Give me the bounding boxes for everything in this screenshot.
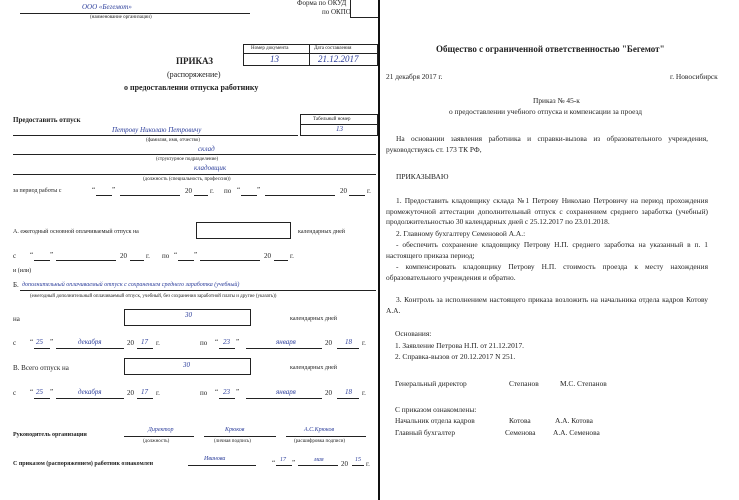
tab-number: 13 — [336, 125, 343, 133]
b-month-to: января — [276, 338, 296, 346]
head-position-caption: (должность) — [143, 439, 170, 444]
dept-caption: (структурное подразделение) — [156, 157, 219, 162]
section-a-days-box — [196, 222, 291, 239]
right-ack-label: С приказом ознакомлены: — [395, 405, 477, 414]
section-b-days: 30 — [185, 311, 192, 319]
dept-underline — [13, 154, 376, 155]
section-v-days: 30 — [183, 361, 190, 369]
right-grounds-label: Основания: — [395, 329, 432, 338]
right-order-subject: о предоставлении учебного отпуска и компенсации за проезд — [449, 107, 643, 116]
right-ack1-sign: Котова — [509, 416, 531, 425]
section-b-caption: (ежегодный дополнительный оплачиваемый отпуск, учебный, без сохранения заработной платы и другие (указать)) — [30, 294, 277, 299]
section-b-text: дополнительный оплачиваемый отпуск с сохранением среднего заработка (учебный) — [22, 282, 240, 288]
to-label: по — [224, 187, 232, 195]
right-item-2b: - компенсировать кладовщику Петрову Н.П. стоимость проезда к месту нахождения образовательного учреждения и обратно. — [386, 262, 708, 282]
b-na: на — [13, 315, 20, 323]
b-day-to: 23 — [223, 338, 230, 346]
right-ground-1: 1. Заявление Петрова Н.П. от 21.12.2017. — [395, 341, 525, 350]
right-command: ПРИКАЗЫВАЮ — [396, 172, 449, 181]
right-date: 21 декабря 2017 г. — [386, 72, 443, 81]
employee-underline — [13, 135, 298, 136]
page-divider — [378, 0, 380, 500]
grant-label: Предоставить отпуск — [13, 116, 81, 124]
org-caption: (наименование организации) — [90, 15, 152, 20]
ack-label: С приказом (распоряжением) работник ознакомлен — [13, 461, 154, 467]
section-a-label: А. ежегодный основной оплачиваемый отпуск на — [13, 229, 139, 235]
v-year-to: 18 — [345, 388, 352, 396]
position-underline — [13, 174, 376, 175]
tab-number-header: Табельный номер — [313, 117, 351, 122]
right-director-name: М.С. Степанов — [560, 379, 607, 388]
right-basis: На основании заявления работника и справки-вызова из образовательного учреждения, руководствуясь ст. 173 ТК РФ, — [386, 134, 708, 154]
head-signature: Крюков — [225, 427, 245, 433]
position-caption: (должность (специальность, профессия)) — [143, 177, 231, 182]
org-name: ООО «Бегемот» — [82, 3, 132, 11]
fio-caption: (фамилия, имя, отчество) — [146, 138, 200, 143]
org-underline — [20, 13, 250, 14]
employee-name: Петрову Николаю Петровичу — [112, 126, 202, 134]
okud-label: Форма по ОКУД — [297, 0, 347, 7]
right-ack2-role: Главный бухгалтер — [395, 428, 456, 437]
order-subject: о предоставлении отпуска работнику — [124, 83, 259, 92]
ack-signature: Иванова — [204, 456, 226, 462]
v-month-from: декабря — [78, 388, 102, 396]
right-ack2-name: А.А. Семенова — [553, 428, 600, 437]
b-year-from: 17 — [141, 338, 148, 346]
v-day-to: 23 — [223, 388, 230, 396]
ack-month: мая — [314, 457, 324, 463]
doc-date-header: Дата составления — [314, 46, 352, 51]
right-order-number: Приказ № 45-к — [533, 96, 580, 105]
right-ack1-name: А.А. Котова — [555, 416, 593, 425]
period-label: за период работы с — [13, 188, 62, 194]
b-day-from: 25 — [36, 338, 43, 346]
a-from: с — [13, 252, 17, 260]
right-item-2: 2. Главному бухгалтеру Семеновой А.А.: — [396, 229, 526, 238]
right-ground-2: 2. Справка-вызов от 20.12.2017 N 251. — [395, 352, 516, 361]
right-ack1-role: Начальник отдела кадров — [395, 416, 475, 425]
quote-open: “ — [92, 186, 96, 194]
ack-year: 15 — [355, 457, 361, 463]
right-org: Общество с ограниченной ответственностью "Бегемот" — [436, 44, 665, 54]
order-subtitle: (распоряжение) — [167, 70, 221, 79]
doc-number: 13 — [270, 54, 279, 64]
v-year-from: 17 — [141, 388, 148, 396]
doc-date: 21.12.2017 — [318, 54, 359, 64]
okpo-label: по ОКПО — [322, 8, 351, 16]
and-or-label: и (или) — [13, 268, 32, 274]
head-signature-caption: (личная подпись) — [214, 439, 251, 444]
b-month-from: декабря — [78, 338, 102, 346]
position: кладовщик — [194, 164, 227, 172]
order-title: ПРИКАЗ — [176, 56, 214, 66]
section-b-label: Б. — [13, 281, 19, 289]
head-name-caption: (расшифровка подписи) — [294, 439, 346, 444]
ack-day: 17 — [280, 457, 286, 463]
doc-number-header: Номер документа — [251, 46, 289, 51]
head-name: А.С.Крюков — [304, 427, 335, 433]
section-a-days-label: календарных дней — [298, 229, 346, 235]
right-city: г. Новосибирск — [670, 72, 718, 81]
quote-close: ” — [112, 186, 116, 194]
year-suffix: г. — [210, 187, 214, 195]
v-day-from: 25 — [36, 388, 43, 396]
department: склад — [198, 145, 215, 153]
right-item-2a: - обеспечить сохранение кладовщику Петрову Н.П. среднего заработка на указанный в п. 1 настоящего приказа период; — [386, 240, 708, 260]
b-year-to: 18 — [345, 338, 352, 346]
head-label: Руководитель организации — [13, 432, 87, 438]
year-prefix: 20 — [185, 187, 192, 195]
right-item-3: 3. Контроль за исполнением настоящего приказа возложить на начальника отдела кадров Котову А.А. — [386, 295, 708, 315]
right-director-role: Генеральный директор — [395, 379, 467, 388]
right-item-1: 1. Предоставить кладовщику склада №1 Петрову Николаю Петровичу на период прохождения промежуточной аттестации дополнительный отпуск с сохранением среднего заработка (учебный) продолжительностью 30 календарных дней с 25.12.2017 по 23.01.2018. — [386, 196, 708, 227]
okud-okpo-box — [350, 0, 378, 18]
v-month-to: января — [276, 388, 296, 396]
right-director-sign: Степанов — [509, 379, 539, 388]
doc-box-vdivider — [309, 44, 310, 66]
head-position: Директор — [148, 427, 174, 433]
section-v-label: В. Всего отпуск на — [13, 364, 69, 372]
right-ack2-sign: Семенова — [505, 428, 536, 437]
